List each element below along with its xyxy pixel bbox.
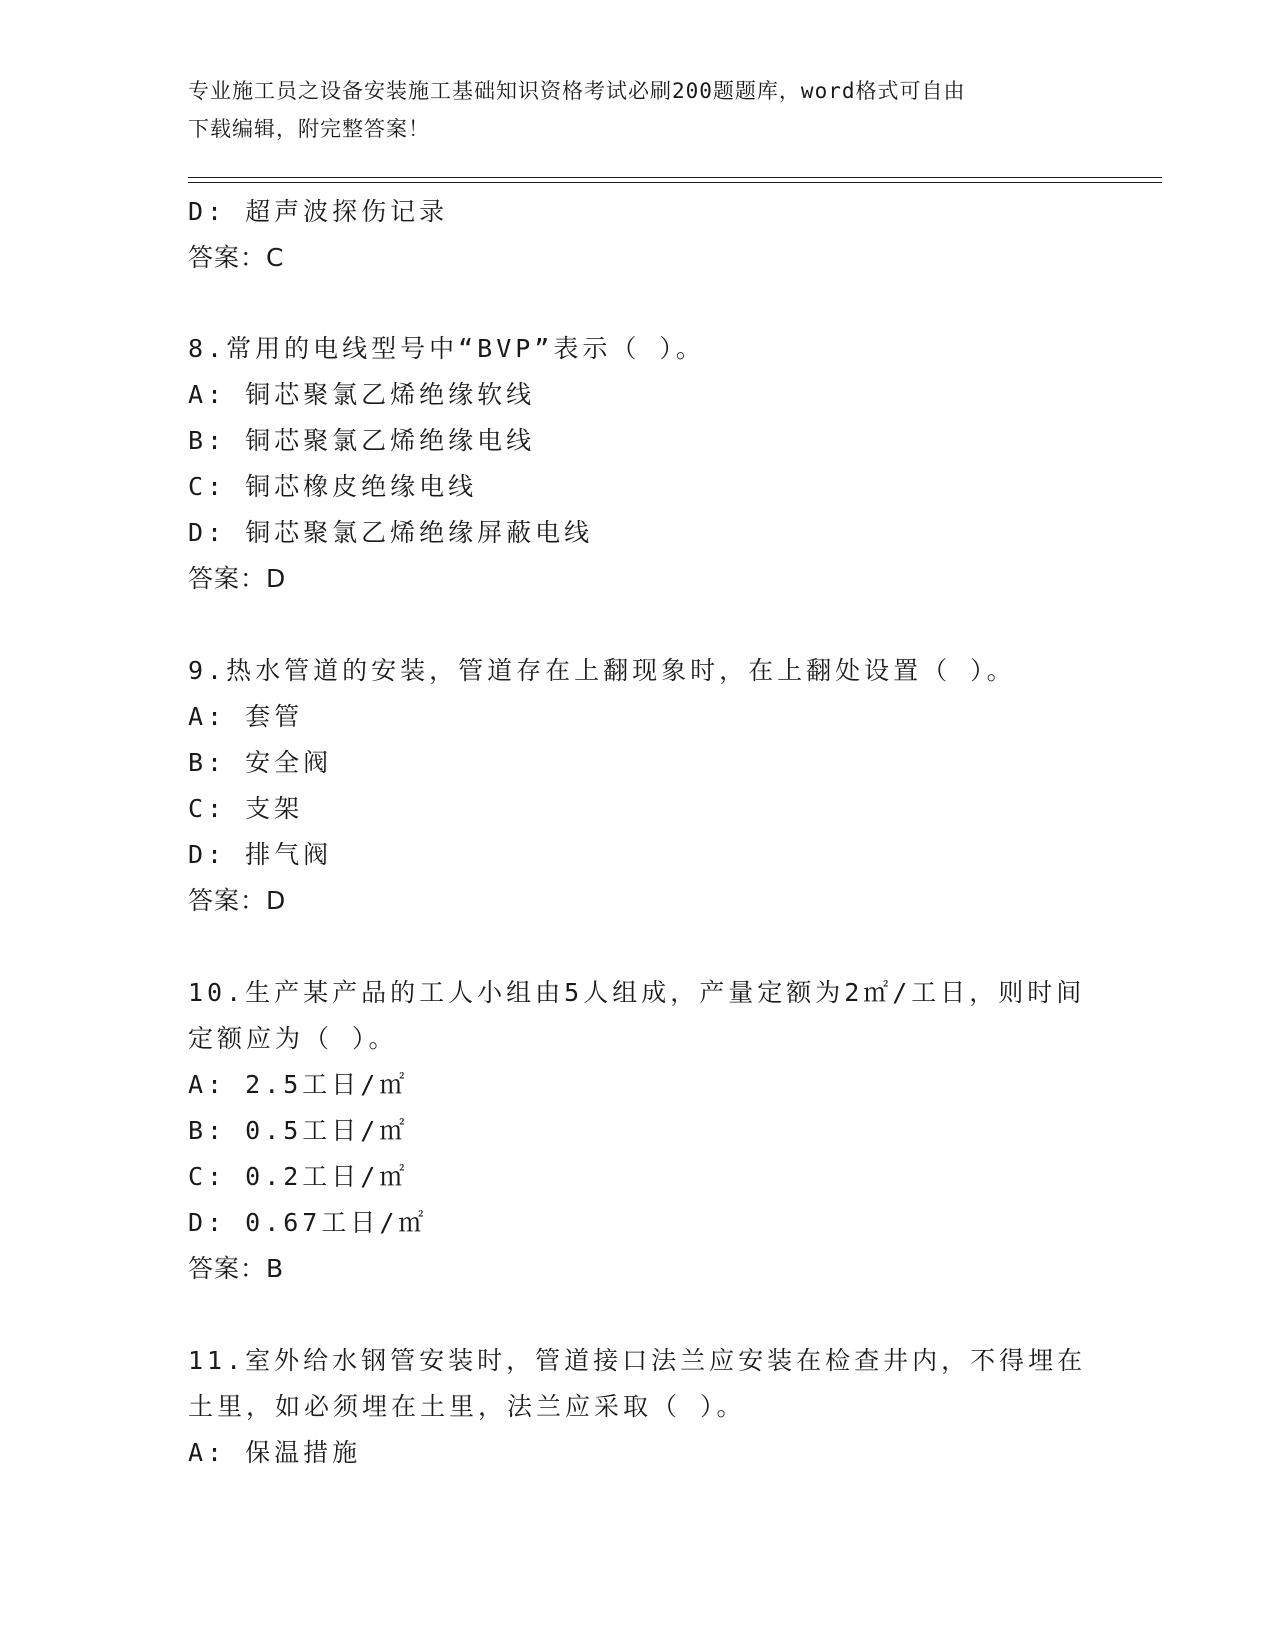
option-c: C: 0.2工日/㎡ xyxy=(188,1162,409,1191)
previous-question-tail xyxy=(188,189,1108,281)
option-c: C: 铜芯橡皮绝缘电线 xyxy=(188,472,478,501)
question-stem: 9.热水管道的安装，管道存在上翻现象时，在上翻处设置（ ）。 xyxy=(188,656,1016,685)
answer-line: 答案：D xyxy=(188,564,287,593)
header-line-2: 下载编辑，附完整答案！ xyxy=(188,117,430,141)
option-d: D: 超声波探伤记录 xyxy=(188,197,449,226)
header-line-1: 专业施工员之设备安装施工基础知识资格考试必刷200题题库，word格式可自由 xyxy=(188,79,966,103)
question-10 xyxy=(188,970,1108,1292)
question-9 xyxy=(188,648,1108,924)
question-list xyxy=(188,189,1108,1476)
option-d: D: 排气阀 xyxy=(188,840,333,869)
question-stem-line-2: 定额应为（ ）。 xyxy=(188,1024,398,1053)
document-header xyxy=(188,72,1088,148)
option-b: B: 铜芯聚氯乙烯绝缘电线 xyxy=(188,426,536,455)
spacer xyxy=(188,602,1108,648)
option-a: A: 铜芯聚氯乙烯绝缘软线 xyxy=(188,380,536,409)
question-11 xyxy=(188,1338,1108,1476)
header-divider-top xyxy=(188,177,1162,178)
option-a: A: 套管 xyxy=(188,702,304,731)
answer-line: 答案：C xyxy=(188,243,285,272)
option-b: B: 0.5工日/㎡ xyxy=(188,1116,409,1145)
option-a: A: 2.5工日/㎡ xyxy=(188,1070,409,1099)
option-a: A: 保温措施 xyxy=(188,1438,362,1467)
question-stem-line-1: 11.室外给水钢管安装时，管道接口法兰应安装在检查井内，不得埋在 xyxy=(188,1346,1087,1375)
answer-line: 答案：B xyxy=(188,1254,285,1283)
question-stem: 8.常用的电线型号中“BVP”表示（ ）。 xyxy=(188,334,705,363)
question-stem-line-1: 10.生产某产品的工人小组由5人组成，产量定额为2㎡/工日，则时间 xyxy=(188,978,1086,1007)
header-divider-bottom xyxy=(188,182,1162,183)
spacer xyxy=(188,281,1108,326)
question-stem-line-2: 土里，如必须埋在土里，法兰应采取（ ）。 xyxy=(188,1392,746,1421)
option-c: C: 支架 xyxy=(188,794,304,823)
spacer xyxy=(188,924,1108,970)
option-b: B: 安全阀 xyxy=(188,748,333,777)
answer-line: 答案：D xyxy=(188,886,287,915)
option-d: D: 0.67工日/㎡ xyxy=(188,1208,428,1237)
option-d: D: 铜芯聚氯乙烯绝缘屏蔽电线 xyxy=(188,518,594,547)
question-8 xyxy=(188,326,1108,602)
spacer xyxy=(188,1292,1108,1338)
